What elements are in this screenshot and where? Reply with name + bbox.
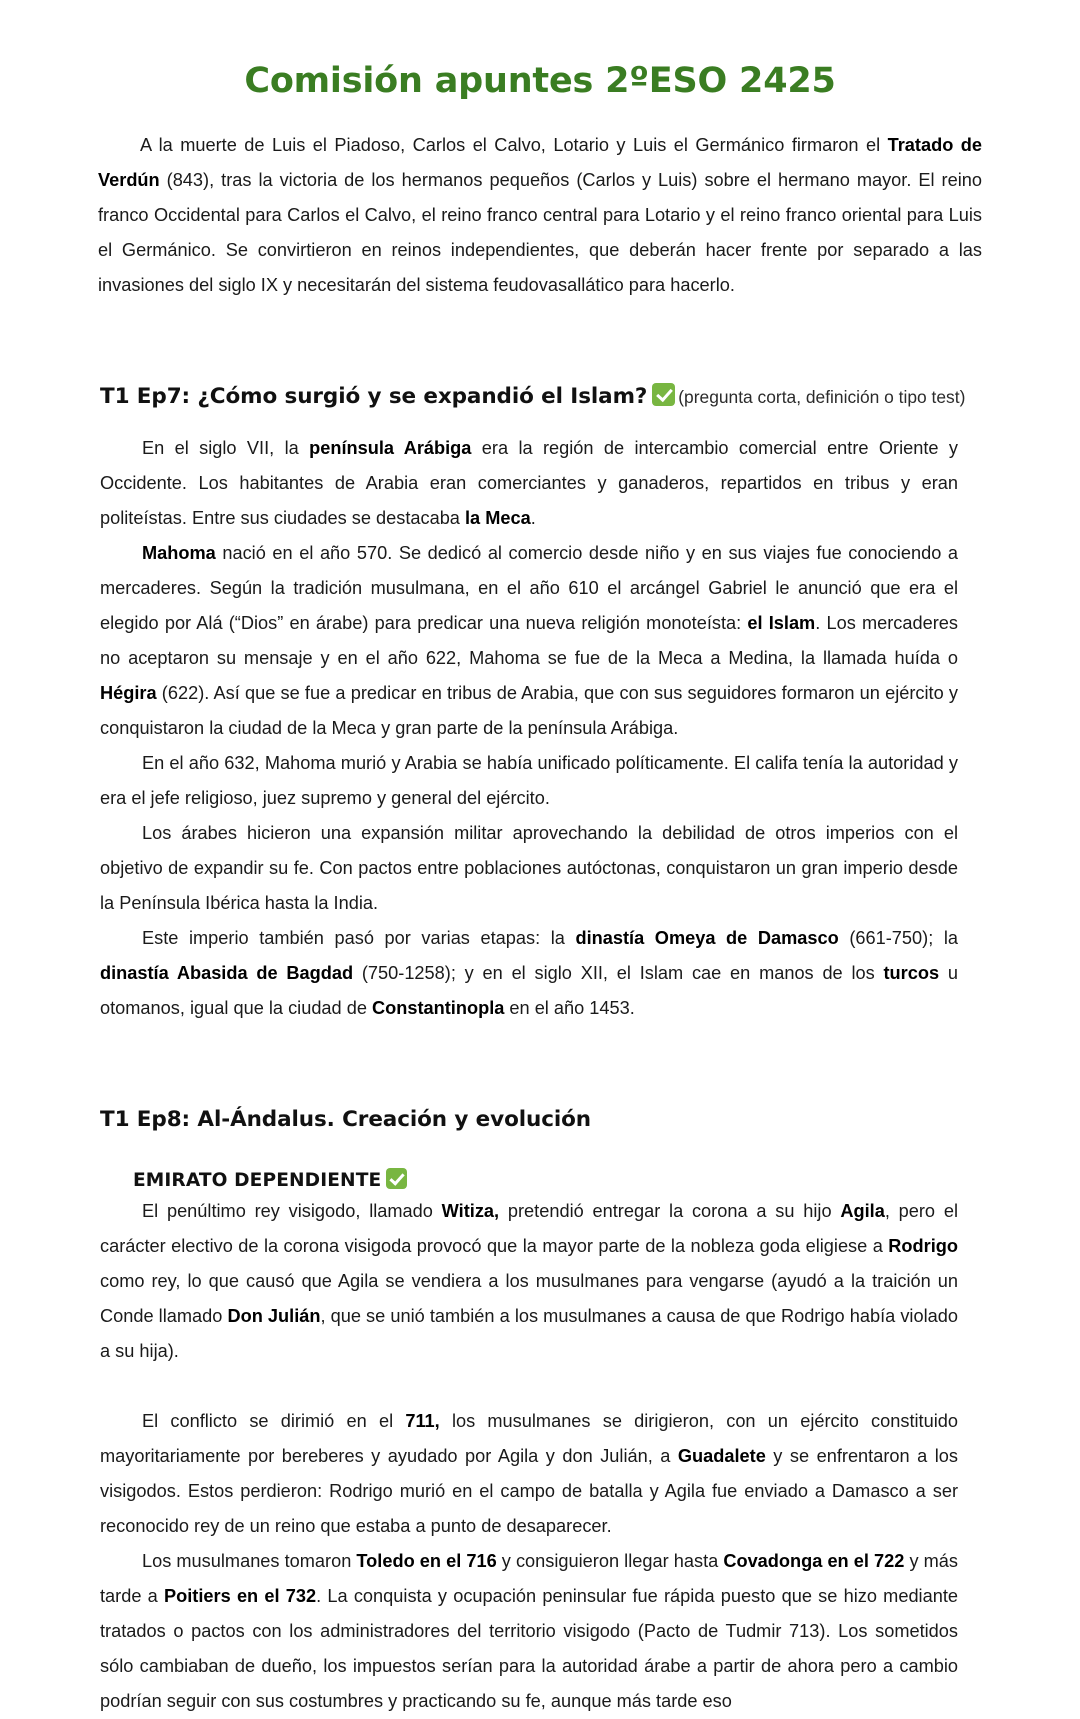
emphasis-text: Hégira — [100, 682, 157, 703]
spacer — [0, 1135, 1080, 1168]
emphasis-text: península Arábiga — [309, 437, 472, 458]
emphasis-text: el Islam — [747, 612, 816, 633]
check-mark-icon — [386, 1168, 407, 1189]
emphasis-text: Witiza, — [441, 1200, 500, 1221]
paragraph: Mahoma nació en el año 570. Se dedicó al comercio desde niño y en sus viajes fue conociendo a mercaderes. Según la tradición musulmana, en el año 610 el arcángel Gabriel le anunció que era el elegido por Alá (“Dios” en árabe) para predicar una nueva religión monoteísta: el Islam. Los mercaderes no aceptaron su mensaje y en el año 622, Mahoma se fue de la Meca a Medina, la llamada huída o Hégira (622). Así que se fue a predicar en tribus de Arabia, que con sus seguidores formaron un ejército y conquistaron la ciudad de la Meca y gran parte de la península Arábiga. — [100, 542, 958, 738]
paragraph: En el siglo VII, la península Arábiga era la región de intercambio comercial entre Oriente y Occidente. Los habitantes de Arabia eran comerciantes y ganaderos, repartidos en tribus y eran politeístas. Entre sus ciudades se destacaba la Meca. — [100, 437, 959, 528]
paragraph: Los musulmanes tomaron Toledo en el 716 y consiguieron llegar hasta Covadonga en el 722 y más tarde a Poitiers en el 732. La conquista y ocupación peninsular fue rápida puesto que se hizo mediante tratados o pactos con los administradores del territorio visigodo (Pacto de Tudmir 713). Los sometidos sólo cambiaban de dueño, los impuestos serían para la autoridad árabe a partir de ahora pero a cambio podrían seguir con sus costumbres y practicando su fe, aunque más tarde eso — [100, 1550, 958, 1711]
paragraph: En el año 632, Mahoma murió y Arabia se había unificado políticamente. El califa tenía la autoridad y era el jefe religioso, juez supremo y general del ejército. — [100, 752, 958, 808]
emphasis-text: dinastía Abasida de Bagdad — [100, 962, 354, 983]
section-heading-ep7-title: T1 Ep7: ¿Cómo surgió y se expandió el Islam? — [100, 383, 648, 409]
section-body-ep8 — [100, 1194, 958, 1719]
spacer — [0, 413, 1080, 431]
emphasis-text: Toledo en el 716 — [356, 1550, 497, 1571]
emphasis-text: dinastía Omeya de Damasco — [575, 927, 839, 948]
emphasis-text: la Meca — [464, 507, 531, 528]
paragraph: Los árabes hicieron una expansión militar aprovechando la debilidad de otros imperios con el objetivo de expandir su fe. Con pactos entre poblaciones autóctonas, conquistaron un gran imperio desde la Península Ibérica hasta la India. — [100, 822, 958, 913]
section-heading-ep8-title: T1 Ep8: Al-Ándalus. Creación y evolución — [100, 1106, 592, 1132]
section-body-ep7 — [100, 431, 958, 1026]
section-heading-ep7-note: (pregunta corta, definición o tipo test) — [678, 386, 966, 407]
check-mark-icon — [652, 383, 675, 406]
emphasis-text: 711, — [405, 1410, 440, 1431]
paragraph-spacer-before — [100, 1369, 958, 1404]
emphasis-text: Rodrigo — [888, 1235, 958, 1256]
subheading-emirato-dependiente — [133, 1168, 1080, 1194]
emphasis-text: Don Julián — [227, 1305, 321, 1326]
paragraph: El penúltimo rey visigodo, llamado Witiza, pretendió entregar la corona a su hijo Agila, pero el carácter electivo de la corona visigoda provocó que la mayor parte de la nobleza goda eligiese a Rodrigo como rey, lo que causó que Agila se vendiera a los musulmanes para vengarse (ayudó a la traición un Conde llamado Don Julián, que se unió también a los musulmanes a causa de que Rodrigo había violado a su hija). — [100, 1200, 958, 1361]
emphasis-text: Mahoma — [142, 542, 216, 563]
emphasis-text: turcos — [883, 962, 940, 983]
emphasis-text: Constantinopla — [372, 997, 505, 1018]
section-heading-ep7 — [100, 381, 980, 413]
emphasis-text: Tratado de Verdún — [98, 134, 982, 190]
page-title: Comisión apuntes 2ºESO 2425 — [244, 61, 836, 101]
spacer — [0, 1026, 1080, 1104]
emphasis-text: Agila — [840, 1200, 885, 1221]
paragraph: El conflicto se dirimió en el 711, los musulmanes se dirigieron, con un ejército constituido mayoritariamente por bereberes y ayudado por Agila y don Julián, a Guadalete y se enfrentaron a los visigodos. Estos perdieron: Rodrigo murió en el campo de batalla y Agila fue enviado a Damasco a ser reconocido rey de un reino que estaba a punto de desaparecer. — [100, 1410, 958, 1536]
subheading-label: EMIRATO DEPENDIENTE — [133, 1169, 382, 1191]
emphasis-text: Covadonga en el 722 — [723, 1550, 905, 1571]
section-heading-ep8 — [100, 1104, 980, 1135]
intro-paragraph: A la muerte de Luis el Piadoso, Carlos el Calvo, Lotario y Luis el Germánico firmaron el Tratado de Verdún (843), tras la victoria de los hermanos pequeños (Carlos y Luis) sobre el hermano mayor. El reino franco Occidental para Carlos el Calvo, el reino franco central para Lotario y el reino franco oriental para Luis el Germánico. Se convirtieron en reinos independientes, que deberán hacer frente por separado a las invasiones del siglo IX y necesitarán del sistema feudovasallático para hacerlo. — [98, 134, 982, 295]
paragraph: Este imperio también pasó por varias etapas: la dinastía Omeya de Damasco (661-750); la dinastía Abasida de Bagdad (750-1258); y en el siglo XII, el Islam cae en manos de los turcos u otomanos, igual que la ciudad de Constantinopla en el año 1453. — [100, 927, 958, 1018]
emphasis-text: Poitiers en el 732 — [164, 1585, 317, 1606]
emphasis-text: Guadalete — [677, 1445, 766, 1466]
spacer — [0, 303, 1080, 381]
intro-section — [98, 101, 982, 303]
